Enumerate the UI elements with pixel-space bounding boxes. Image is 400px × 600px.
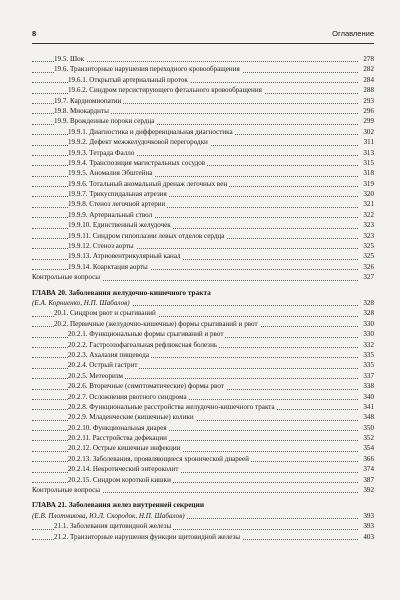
toc-entry-title: Миокардиты (69, 106, 109, 115)
toc-entry[interactable] (32, 54, 374, 64)
toc-entry-page: 374 (363, 465, 374, 474)
toc-section-chapter-20 (32, 308, 374, 495)
toc-entry[interactable] (32, 158, 374, 168)
toc-entry[interactable] (32, 262, 374, 272)
toc-entry-page: 319 (363, 179, 374, 188)
toc-entry-title: Функциональные расстройства желудочно-кишечного тракта (89, 402, 275, 411)
toc-entry[interactable] (32, 381, 374, 391)
toc-section-chapter-21 (32, 521, 374, 542)
toc-entry[interactable] (32, 412, 374, 422)
toc-entry-title: Заболевания щитовидной железы (69, 522, 172, 531)
toc-entry[interactable] (32, 308, 374, 318)
toc-entry[interactable] (32, 251, 374, 261)
toc-entry-page: 341 (363, 402, 374, 411)
toc-entry[interactable] (32, 392, 374, 402)
toc-entry[interactable] (32, 340, 374, 350)
toc-entry-title: Острый гастрит (89, 361, 138, 370)
toc-entry-page: 321 (363, 200, 374, 209)
toc-entry-page: 323 (363, 221, 374, 230)
chapter-authors-20: (Е.А. Корниенко, Н.П. Шабалов) 328 (32, 298, 374, 307)
toc-entry[interactable] (32, 199, 374, 209)
toc-entry-title: Контрольные вопросы (32, 273, 100, 282)
toc-entry[interactable] (32, 475, 374, 485)
toc-entry-page: 335 (363, 350, 374, 359)
toc-entry[interactable] (32, 189, 374, 199)
toc-entry[interactable] (32, 272, 374, 282)
toc-entry-title: Трикуспидальная атрезия (89, 190, 167, 199)
toc-entry-number: 20.2.13. (68, 454, 92, 463)
toc-entry-number: 20.2.5. (68, 371, 88, 380)
toc-entry-title: Шок (69, 55, 85, 63)
toc-entry-number: 19.6. (54, 65, 69, 74)
toc-entry[interactable] (32, 532, 374, 542)
toc-entry[interactable] (32, 464, 374, 474)
toc-entry-number: 20.2.15. (68, 475, 92, 484)
toc-entry-title: Врожденные пороки сердца (69, 117, 155, 126)
toc-entry-number: 19.9.8. (68, 200, 88, 209)
chapter-authors-21: (Е.В. Плотникова, Ю.Л. Скородок, Н.П. Шабалов) 393 (32, 511, 374, 520)
toc-entry-page: 328 (363, 309, 374, 318)
toc-entry-title: Единственный желудочек (92, 221, 171, 230)
toc-entry-title: Артериальный ствол (89, 210, 153, 219)
toc-entry-page: 350 (363, 423, 374, 432)
toc-entry-page: 340 (363, 392, 374, 401)
toc-entry-page: 282 (363, 65, 374, 74)
toc-entry-number: 19.9.9. (68, 210, 88, 219)
toc-entry-page: 296 (363, 106, 374, 115)
toc-entry-page: 354 (363, 444, 374, 453)
chapter-heading-20[interactable]: ГЛАВА 20. Заболевания желудочно-кишечного тракта (32, 287, 211, 297)
toc-entry-title: Синдром рвот и срыгиваний (69, 309, 156, 318)
toc-entry-title: Транзиторные нарушения переходного кровообращения (69, 65, 240, 74)
toc-entry-page: 330 (363, 330, 374, 339)
toc-entry-title: Функциональная диарея (92, 423, 167, 432)
toc-entry-number: 19.9.12. (68, 242, 92, 251)
toc-entry-number: 21.1. (54, 522, 69, 531)
toc-entry-number: 19.9.10. (68, 221, 92, 230)
toc-entry-number: 19.9.7. (68, 190, 88, 199)
toc-entry-page: 387 (363, 475, 374, 484)
toc-entry-title: Расстройства дефекации (92, 434, 167, 443)
page-header (32, 29, 374, 44)
toc-entry-page: 326 (363, 262, 374, 271)
toc-entry-page: 392 (363, 486, 374, 495)
toc-entry-number: 20.1. (54, 309, 69, 318)
toc-entry-title: Острые кишечные инфекции (92, 444, 181, 453)
toc-entry[interactable] (32, 168, 374, 178)
toc-entry[interactable] (32, 179, 374, 189)
toc-entry[interactable] (32, 231, 374, 241)
toc-entry[interactable] (32, 360, 374, 370)
toc-entry-number: 19.6.2. (68, 86, 88, 95)
toc-entry-title: Вторичные (симптоматические) формы рвот (89, 382, 224, 391)
toc-entry-page: 338 (363, 382, 374, 391)
toc-entry[interactable] (32, 371, 374, 381)
toc-entry[interactable] (32, 75, 374, 85)
toc-entry[interactable] (32, 85, 374, 95)
toc-entry-page: 366 (363, 454, 374, 463)
table-of-contents (32, 54, 374, 542)
toc-entry[interactable] (32, 127, 374, 137)
toc-entry[interactable] (32, 148, 374, 158)
toc-entry-title: Тотальный аномальный дренаж легочных вен (89, 179, 228, 188)
toc-entry-title: Первичные (желудочно-кишечные) формы срыгиваний и рвот (69, 319, 258, 328)
toc-entry-number: 19.9.3. (68, 148, 88, 157)
toc-entry-page: 330 (363, 319, 374, 328)
toc-entry-page: 302 (363, 127, 374, 136)
toc-entry-number: 20.2.14. (68, 465, 92, 474)
toc-entry-page: 318 (363, 169, 374, 178)
toc-entry-page: 337 (363, 371, 374, 380)
toc-entry-title: Дефект межжелудочковой перегородки (89, 138, 208, 147)
toc-entry[interactable] (32, 116, 374, 126)
toc-entry-title: Открытый артериальный проток (89, 75, 188, 84)
toc-entry[interactable] (32, 319, 374, 329)
toc-entry-number: 19.9.2. (68, 138, 88, 147)
toc-entry-title: Транзиторные нарушения функции щитовидной железы (69, 532, 241, 541)
toc-entry-number: 20.2.7. (68, 392, 88, 401)
page-ref: 393 (363, 511, 374, 520)
toc-entry[interactable] (32, 220, 374, 230)
toc-entry-number: 20.2.3. (68, 350, 88, 359)
toc-entry-page: 335 (363, 361, 374, 370)
toc-entry-title: Атриовентрикулярный канал (92, 252, 181, 261)
toc-entry-page: 293 (363, 96, 374, 105)
toc-entry-page: 325 (363, 252, 374, 261)
toc-entry-number: 20.2.9. (68, 413, 88, 422)
toc-entry-title: Синдром персистирующего фетального кровообращения (89, 86, 262, 95)
toc-entry-title: Заболевания, проявляющиеся хронической диареей (92, 454, 249, 463)
toc-entry-number: 20.2.11. (68, 434, 91, 443)
toc-entry-number: 19.9.4. (68, 158, 88, 167)
toc-entry-page: 288 (363, 86, 374, 95)
toc-entry-title: Младенческие (кишечные) колики (89, 413, 194, 422)
toc-entry-page: 315 (363, 158, 374, 167)
toc-entry-number: 20.2.2. (68, 340, 88, 349)
toc-entry-page: 320 (363, 190, 374, 199)
toc-entry[interactable] (32, 521, 374, 531)
toc-entry[interactable] (32, 329, 374, 339)
toc-entry-title: Коарктация аорты (92, 262, 148, 271)
toc-entry-title: Кардиомиопатии (69, 96, 122, 105)
toc-entry-page: 325 (363, 242, 374, 251)
toc-entry-number: 19.9.11. (68, 231, 91, 240)
toc-entry-number: 20.2.10. (68, 423, 92, 432)
toc-entry-page: 323 (363, 231, 374, 240)
toc-entry[interactable] (32, 64, 374, 74)
toc-entry[interactable] (32, 454, 374, 464)
toc-entry[interactable] (32, 402, 374, 412)
toc-entry-number: 19.9.14. (68, 262, 92, 271)
toc-entry-page: 327 (363, 273, 374, 282)
chapter-heading-21[interactable]: ГЛАВА 21. Заболевания желез внутренней секреции (32, 500, 205, 510)
toc-entry-title: Транспозиция магистральных сосудов (89, 158, 206, 167)
toc-entry-page: 352 (363, 434, 374, 443)
toc-entry-title: Синдром короткой кишки (92, 475, 171, 484)
toc-entry-page: 278 (363, 55, 374, 63)
toc-entry-title: Синдром гипоплазии левых отделов сердца (92, 231, 225, 240)
toc-entry-number: 20.2.6. (68, 382, 88, 391)
toc-entry[interactable] (32, 433, 374, 443)
toc-entry-number: 20.2.1. (68, 330, 88, 339)
toc-entry-page: 313 (363, 148, 374, 157)
toc-entry-number: 20.2.8. (68, 402, 88, 411)
toc-entry[interactable] (32, 350, 374, 360)
toc-entry-number: 19.9.1. (68, 127, 88, 136)
toc-entry-number: 19.7. (54, 96, 69, 105)
toc-entry-page: 311 (363, 138, 374, 147)
toc-entry-number: 19.8. (54, 106, 69, 115)
page-number: 8 (32, 29, 37, 38)
toc-entry[interactable] (32, 423, 374, 433)
toc-section-chapter-19 (32, 54, 374, 283)
toc-entry-page: 403 (363, 532, 374, 541)
toc-entry[interactable] (32, 443, 374, 453)
toc-entry-number: 20.2.4. (68, 361, 88, 370)
toc-entry-title: Ахалазия пищевода (89, 350, 150, 359)
toc-entry-title: Аномалия Эбштейна (89, 169, 153, 178)
toc-entry-page: 393 (363, 522, 374, 531)
toc-entry-title: Тетрада Фалло (89, 148, 135, 157)
toc-entry-number: 19.9.6. (68, 179, 88, 188)
toc-entry-page: 299 (363, 117, 374, 126)
toc-entry-title: Метеоризм (89, 371, 123, 380)
running-head: Оглавление (332, 29, 374, 38)
toc-entry-title: Диагностика и дифференциальная диагностика (89, 127, 233, 136)
toc-entry-title: Некротический энтероколит (92, 465, 179, 474)
toc-entry[interactable] (32, 485, 374, 495)
toc-entry[interactable] (32, 241, 374, 251)
toc-entry-title: Функциональные формы срыгиваний и рвот (89, 330, 224, 339)
toc-entry[interactable] (32, 210, 374, 220)
toc-entry-number: 20.2. (54, 319, 69, 328)
toc-entry[interactable] (32, 106, 374, 116)
toc-entry-title: Гастроэзофагеальная рефлюксная болезнь (89, 340, 218, 349)
toc-entry[interactable] (32, 96, 374, 106)
toc-entry-title: Контрольные вопросы (32, 486, 100, 495)
toc-entry-page: 348 (363, 413, 374, 422)
toc-entry-page: 322 (363, 210, 374, 219)
toc-entry-number: 19.9. (54, 117, 69, 126)
toc-entry-number: 20.2.12. (68, 444, 92, 453)
toc-entry-number: 19.5. (54, 55, 69, 63)
page-ref: 328 (363, 298, 374, 307)
toc-entry-page: 284 (363, 75, 374, 84)
toc-entry-title: Стеноз легочной артерии (89, 200, 166, 209)
toc-entry-number: 19.6.1. (68, 75, 88, 84)
toc-entry-number: 19.9.5. (68, 169, 88, 178)
toc-entry-number: 19.9.13. (68, 252, 92, 261)
toc-entry[interactable] (32, 137, 374, 147)
toc-entry-number: 21.2. (54, 532, 69, 541)
toc-entry-title: Стеноз аорты (92, 242, 134, 251)
toc-entry-title: Осложнения рвотного синдрома (89, 392, 187, 401)
toc-entry-page: 332 (363, 340, 374, 349)
